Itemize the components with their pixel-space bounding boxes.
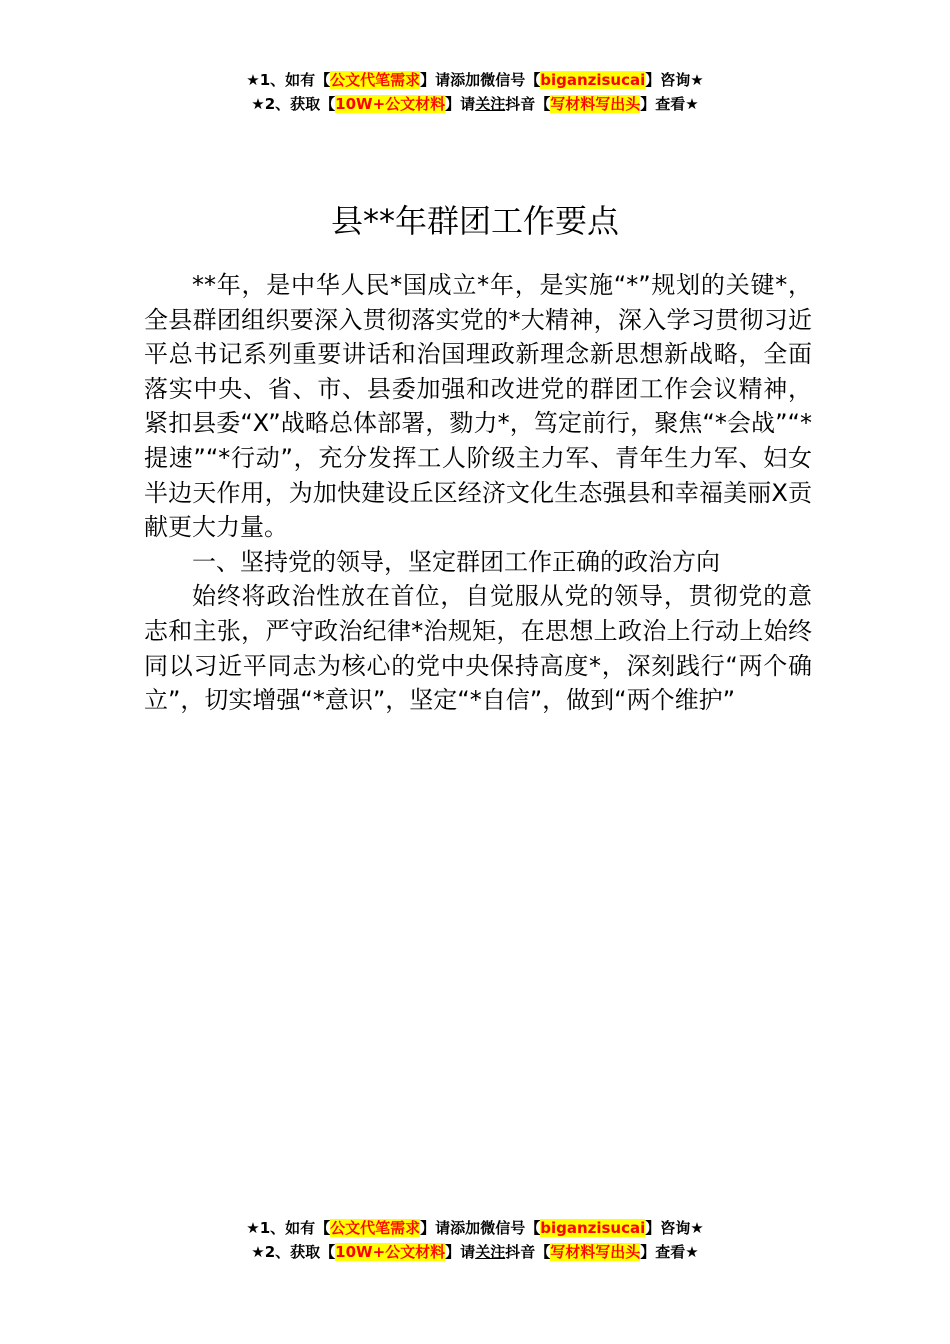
banner-text: 抖音【 — [505, 1243, 551, 1261]
document-body — [144, 268, 812, 718]
banner-bold-word: 加 — [465, 71, 481, 89]
banner-line-2 — [0, 92, 950, 116]
star-icon: ★ — [251, 1243, 265, 1261]
highlight-materials: 10W+公文材料 — [335, 95, 446, 113]
star-icon: ★ — [690, 1219, 704, 1237]
highlight-wechat-id: biganzisucai — [540, 71, 646, 89]
banner-text: 1、如有【 — [259, 71, 331, 89]
highlight-materials: 10W+公文材料 — [335, 1243, 446, 1261]
highlight-douyin: 写材料写出头 — [550, 95, 641, 113]
banner-text: 】查看 — [640, 1243, 686, 1261]
banner-text: 】请 — [445, 95, 476, 113]
banner-text: 】请 — [445, 1243, 476, 1261]
star-icon: ★ — [685, 95, 699, 113]
banner-text: 】查看 — [640, 95, 686, 113]
highlight-douyin: 写材料写出头 — [550, 1243, 641, 1261]
highlight-service: 公文代笔需求 — [330, 1219, 421, 1237]
highlight-wechat-id: biganzisucai — [540, 1219, 646, 1237]
star-icon: ★ — [246, 71, 260, 89]
paragraph-intro: **年，是中华人民*国成立*年，是实施“*”规划的关键*，全县群团组织要深入贯彻落实党的*大精神，深入学习贯彻习近平总书记系列重要讲话和治国理政新理念新思想新战略，全面落实中央、省、市、县委加强和改进党的群团工作会议精神，紧扣县委“X”战略总体部署，勠力*，笃定前行，聚焦“*会战”“*提速”“*行动”，充分发挥工人阶级主力军、青年生力军、妇女半边天作用，为加快建设丘区经济文化生态强县和幸福美丽X贡献更大力量。 — [144, 271, 812, 542]
star-icon: ★ — [690, 71, 704, 89]
top-banner — [0, 68, 950, 116]
banner-text: 】咨询 — [645, 1219, 691, 1237]
paragraph-section-1: 始终将政治性放在首位，自觉服从党的领导，贯彻党的意志和主张，严守政治纪律*治规矩，在思想上政治上行动上始终同以习近平同志为核心的党中央保持高度*，深刻践行“两个确立”，切实增强“*意识”，坚定“*自信”，做到“两个维护” — [144, 582, 812, 715]
banner-text: 】请添 — [420, 71, 466, 89]
banner-bold-word: 加 — [465, 1219, 481, 1237]
banner-text: 2、获取【 — [264, 95, 336, 113]
banner-line-2 — [0, 1240, 950, 1264]
document-title: 县**年群团工作要点 — [330, 202, 619, 241]
banner-text: 】请添 — [420, 1219, 466, 1237]
star-icon: ★ — [251, 95, 265, 113]
bottom-banner — [0, 1216, 950, 1264]
star-icon: ★ — [685, 1243, 699, 1261]
banner-text: 1、如有【 — [259, 1219, 331, 1237]
star-icon: ★ — [246, 1219, 260, 1237]
banner-text: 】咨询 — [645, 71, 691, 89]
banner-text: 微信号【 — [480, 71, 541, 89]
banner-underlined-word: 关注 — [475, 1243, 506, 1261]
highlight-service: 公文代笔需求 — [330, 71, 421, 89]
banner-line-1 — [0, 68, 950, 92]
banner-line-1 — [0, 1216, 950, 1240]
banner-text: 微信号【 — [480, 1219, 541, 1237]
banner-underlined-word: 关注 — [475, 95, 506, 113]
banner-text: 抖音【 — [505, 95, 551, 113]
banner-text: 2、获取【 — [264, 1243, 336, 1261]
section-heading: 一、坚持党的领导，坚定群团工作正确的政治方向 — [192, 547, 720, 576]
